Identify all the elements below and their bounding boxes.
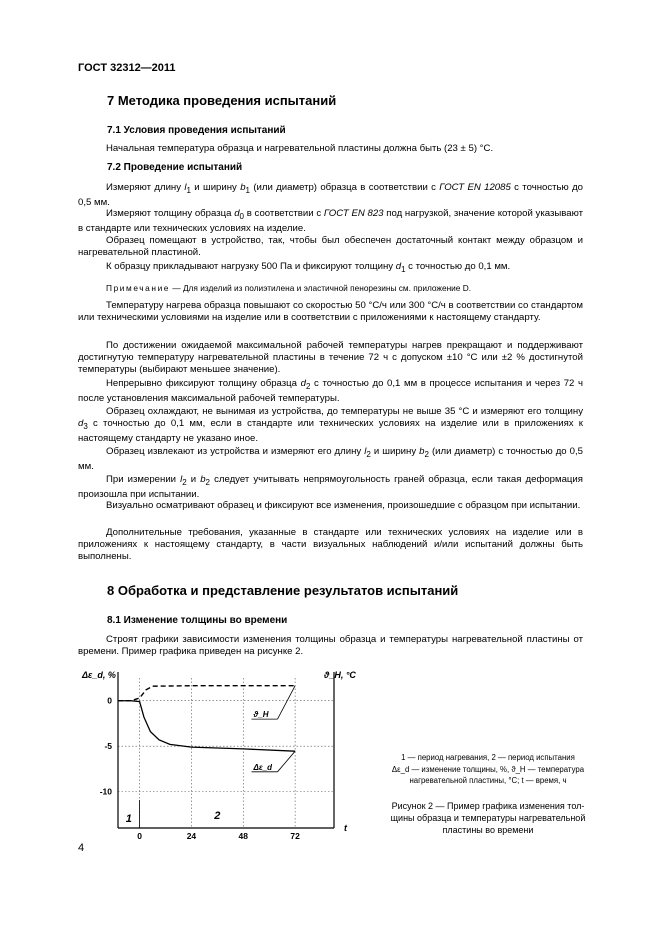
legend-line-1: 1 — период нагревания, 2 — период испытания bbox=[401, 753, 575, 762]
thickness-temperature-chart bbox=[76, 664, 376, 840]
x-tick-label: 24 bbox=[186, 831, 197, 840]
paragraph-apply-load: К образцу прикладывают нагрузку 500 Па и фиксируют толщину $d_1$ с точностью до 0,1 мм. bbox=[106, 261, 511, 274]
page-number: 4 bbox=[78, 842, 85, 854]
paragraph-8-1: Строят графики зависимости изменения толщины образца и температуры нагревательной пластины от времени. Пример графика приведен на рисунке 2. bbox=[78, 634, 583, 658]
period-label-testing: 2 bbox=[214, 810, 221, 822]
paragraph-remove-sample: Образец извлекают из устройства и измеряют его длину $l_2$ и ширину $b_2$ (или диаметр) с точностью до 0,5 мм. bbox=[78, 446, 583, 473]
paragraph-measure-thickness: Измеряют толщину образца $d_0$ в соответствии с ГОСТ EN 823 под нагрузкой, значение которой указывают в стандарте или технических условиях на изделие. bbox=[78, 208, 583, 235]
subsection-7-2-title: 7.2 Проведение испытаний bbox=[107, 162, 243, 173]
legend-line-2: Δε_d — изменение толщины, %, ϑ_H — температура bbox=[391, 764, 585, 774]
paragraph-measure-length: Измеряют длину $l_1$ и ширину $b_1$ (или диаметр) образца в соответствии с ГОСТ EN 12085 с точностью до 0,5 мм. bbox=[78, 182, 584, 209]
y-tick-label: -5 bbox=[104, 741, 112, 752]
section-7-title: 7 Методика проведения испытаний bbox=[107, 93, 337, 108]
curve-leader-temperature bbox=[278, 686, 296, 719]
period-label-heating: 1 bbox=[125, 813, 132, 825]
x-axis-label: t bbox=[344, 823, 347, 833]
curve-label-thickness: Δε_d bbox=[253, 762, 273, 772]
curve-leader-thickness bbox=[278, 751, 296, 772]
x-tick-label: 72 bbox=[290, 831, 300, 840]
paragraph-additional-requirements: Дополнительные требования, указанные в стандарте или технических условиях на изделие или в приложениях к настоящему стандарту, в части визуальных наблюдений и/или испытаний должны быть выполнены. bbox=[78, 527, 583, 563]
paragraph-record-thickness: Непрерывно фиксируют толщину образца $d_2$ с точностью до 0,1 мм в процессе испытания и через 72 ч после установления максимальной рабочей температуры. bbox=[78, 378, 583, 405]
caption-line-2: щины образца и температуры нагревательной bbox=[390, 813, 586, 823]
paragraph-rectangularity: При измерении $l_2$ и $b_2$ следует учитывать непрямоугольность граней образца, если такая деформация произошла при испытании. bbox=[78, 474, 583, 501]
paragraph-7-1: Начальная температура образца и нагревательной пластины должна быть (23 ± 5) °С. bbox=[106, 143, 494, 154]
document-code: ГОСТ 32312—2011 bbox=[78, 62, 176, 74]
figure-caption bbox=[378, 800, 598, 836]
paragraph-visual-inspection: Визуально осматривают образец и фиксируют все изменения, произошедшие с образцом при испытании. bbox=[106, 500, 581, 511]
curve-label-temperature: ϑ_H bbox=[253, 710, 269, 720]
paragraph-place-sample: Образец помещают в устройство, так, чтобы был обеспечен достаточный контакт между образцом и нагревательной пластиной. bbox=[78, 235, 583, 259]
y-tick-label: -10 bbox=[99, 786, 112, 797]
section-8-title: 8 Обработка и представление результатов испытаний bbox=[107, 583, 459, 598]
y-axis-label-left: Δε_d, % bbox=[82, 670, 116, 680]
paragraph-cool-sample: Образец охлаждают, не вынимая из устройства, до температуры не выше 35 °С и измеряют его толщину $d_3$ с точностью до 0,1 мм, если в стандарте или технических условиях на изделие или в приложениях к настоящему стандарту не указано иное. bbox=[78, 406, 583, 445]
x-tick-label: 48 bbox=[238, 831, 249, 840]
paragraph-heating-rate: Температуру нагрева образца повышают со скоростью 50 °С/ч или 300 °С/ч в соответствии со стандартом или техническими условиями на изделие или в соответствии с приложениями к настоящему стандарту. bbox=[78, 300, 583, 324]
subsection-8-1-title: 8.1 Изменение толщины во времени bbox=[107, 615, 288, 626]
series-plate-temperature bbox=[118, 686, 295, 701]
figure-legend bbox=[363, 752, 613, 787]
y-axis-label-right: ϑ_H, °C bbox=[324, 670, 356, 680]
legend-line-3: нагревательной пластины, °С; t — время, ч bbox=[409, 776, 567, 785]
paragraph-hold-temperature: По достижении ожидаемой максимальной рабочей температуры нагрев прекращают и поддерживают достигнутую температуру нагревательной пластины в течение 72 ч с допуском ±10 °С или ±2 % достигнутой температуры (выбирают меньшее значение). bbox=[78, 340, 583, 376]
subsection-7-1-title: 7.1 Условия проведения испытаний bbox=[107, 125, 286, 136]
series-thickness-change bbox=[118, 701, 295, 751]
y-tick-label: 0 bbox=[107, 695, 112, 706]
caption-line-3: пластины во времени bbox=[442, 825, 534, 835]
note: Примечание — Для изделий из полиэтилена и эластичной пенорезины см. приложение D. bbox=[106, 283, 472, 293]
caption-line-1: Рисунок 2 — Пример графика изменения тол- bbox=[391, 801, 585, 811]
x-tick-label: 0 bbox=[137, 831, 142, 840]
